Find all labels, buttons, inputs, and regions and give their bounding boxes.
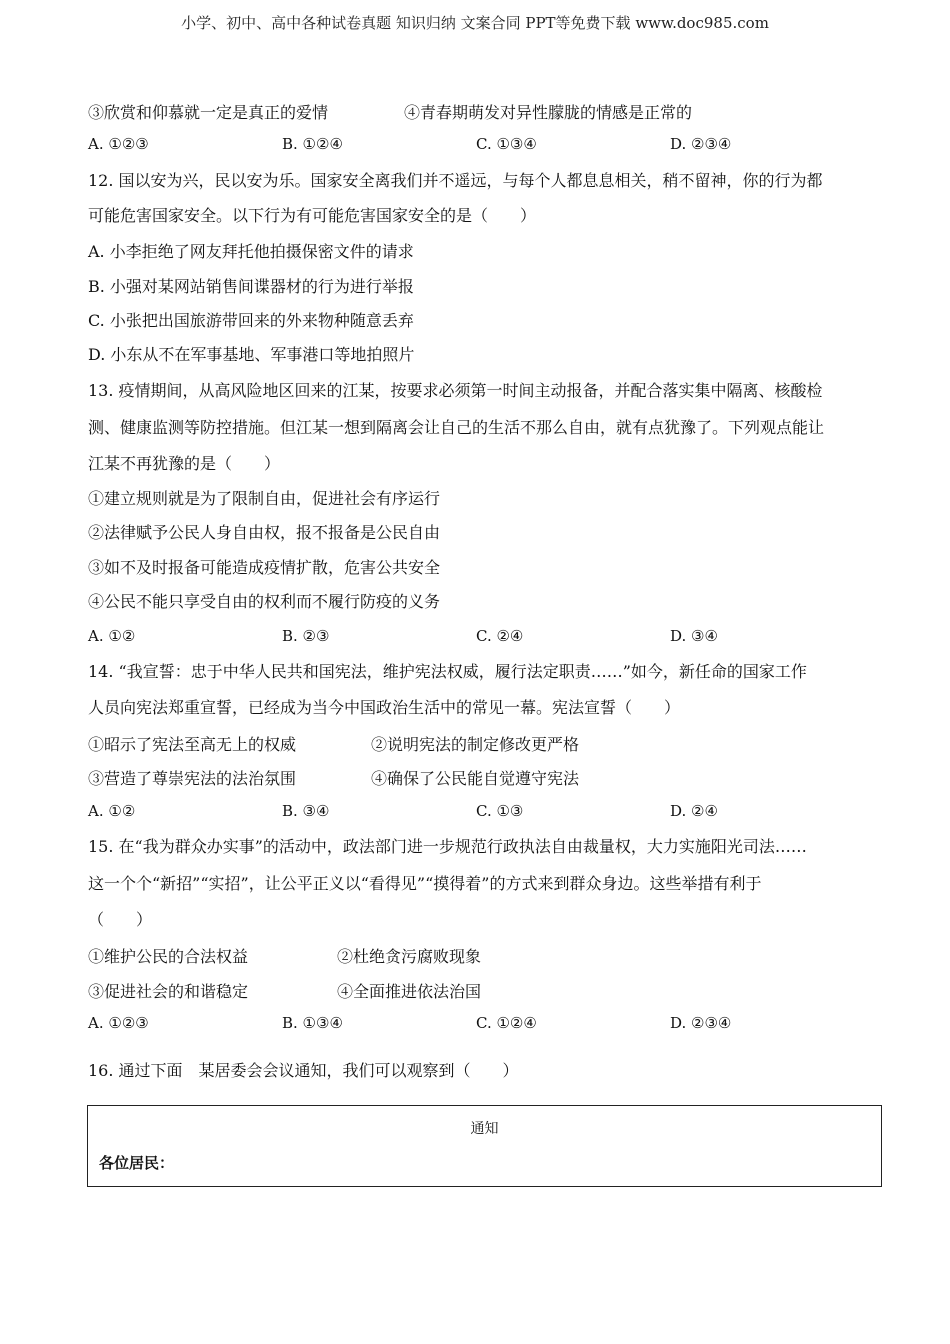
q16-stem-line-1: 16. 通过下面 某居委会会议通知，我们可以观察到（ ） bbox=[88, 1061, 519, 1080]
q11-option-d[interactable]: D. ②③④ bbox=[670, 135, 732, 153]
notice-title: 通知 bbox=[470, 1121, 499, 1137]
q11-items-row bbox=[88, 100, 868, 122]
q11-option-b[interactable]: B. ①②④ bbox=[282, 135, 343, 153]
q12-stem-line-1: 12. 国以安为兴，民以安为乐。国家安全离我们并不遥远，与每个人都息息相关，稍不留神，你的行为都 bbox=[88, 171, 823, 190]
q15-options bbox=[88, 1014, 868, 1036]
q14-option-a[interactable]: A. ①② bbox=[88, 802, 136, 820]
q15-item-3: ③促进社会的和谐稳定 bbox=[88, 982, 249, 1001]
q11-options bbox=[88, 135, 868, 157]
q12-choice-a[interactable]: A. 小李拒绝了网友拜托他拍摄保密文件的请求 bbox=[88, 242, 414, 261]
q14-option-d[interactable]: D. ②④ bbox=[670, 802, 718, 820]
q13-item-3: ③如不及时报备可能造成疫情扩散，危害公共安全 bbox=[88, 558, 441, 577]
q15-option-a[interactable]: A. ①②③ bbox=[88, 1014, 149, 1032]
q11-option-a[interactable]: A. ①②③ bbox=[88, 135, 149, 153]
q12-choice-c[interactable]: C. 小张把出国旅游带回来的外来物种随意丢弃 bbox=[88, 311, 414, 330]
q14-item-4: ④确保了公民能自觉遵守宪法 bbox=[371, 769, 580, 788]
q11-item-4: ④青春期萌发对异性朦胧的情感是正常的 bbox=[404, 103, 693, 122]
q13-item-1: ①建立规则就是为了限制自由，促进社会有序运行 bbox=[88, 489, 441, 508]
q15-option-c[interactable]: C. ①②④ bbox=[476, 1014, 537, 1032]
q12-stem-line-2: 可能危害国家安全。以下行为有可能危害国家安全的是（ ） bbox=[88, 206, 537, 225]
q13-option-b[interactable]: B. ②③ bbox=[282, 627, 330, 645]
q14-option-c[interactable]: C. ①③ bbox=[476, 802, 524, 820]
q15-stem-line-3: （ ） bbox=[88, 910, 153, 929]
q14-item-2: ②说明宪法的制定修改更严格 bbox=[371, 735, 580, 754]
q13-item-2: ②法律赋予公民人身自由权，报不报备是公民自由 bbox=[88, 523, 441, 542]
q12-choice-d[interactable]: D. 小东从不在军事基地、军事港口等地拍照片 bbox=[88, 345, 415, 364]
q15-item-1: ①维护公民的合法权益 bbox=[88, 947, 249, 966]
q11-item-3: ③欣赏和仰慕就一定是真正的爱情 bbox=[88, 103, 329, 122]
q13-option-d[interactable]: D. ③④ bbox=[670, 627, 718, 645]
q14-item-1: ①昭示了宪法至高无上的权威 bbox=[88, 735, 297, 754]
q14-stem-line-1: 14. “我宣誓：忠于中华人民共和国宪法，维护宪法权威，履行法定职责……”如今，新任命的国家工作 bbox=[88, 662, 807, 681]
q15-option-b[interactable]: B. ①③④ bbox=[282, 1014, 343, 1032]
notice-box bbox=[87, 1105, 882, 1187]
q15-stem-line-2: 这一个个“新招”“实招”，让公平正义以“看得见”“摸得着”的方式来到群众身边。这些举措有利于 bbox=[88, 874, 762, 893]
q14-items-row-2 bbox=[88, 766, 868, 788]
q13-options bbox=[88, 627, 868, 649]
q15-items-row-1 bbox=[88, 944, 868, 966]
q15-item-4: ④全面推进依法治国 bbox=[337, 982, 482, 1001]
q14-items-row-1 bbox=[88, 732, 868, 754]
q12-choice-b[interactable]: B. 小强对某网站销售间谍器材的行为进行举报 bbox=[88, 277, 414, 296]
q11-option-c[interactable]: C. ①③④ bbox=[476, 135, 537, 153]
q13-option-c[interactable]: C. ②④ bbox=[476, 627, 524, 645]
q14-options bbox=[88, 802, 868, 824]
q13-item-4: ④公民不能只享受自由的权利而不履行防疫的义务 bbox=[88, 592, 441, 611]
q13-option-a[interactable]: A. ①② bbox=[88, 627, 136, 645]
q15-stem-line-1: 15. 在“我为群众办实事”的活动中，政法部门进一步规范行政执法自由裁量权，大力实施阳光司法…… bbox=[88, 837, 807, 856]
q13-stem-line-2: 测、健康监测等防控措施。但江某一想到隔离会让自己的生活不那么自由，就有点犹豫了。下列观点能让 bbox=[88, 418, 825, 437]
q15-items-row-2 bbox=[88, 979, 868, 1001]
q14-item-3: ③营造了尊崇宪法的法治氛围 bbox=[88, 769, 297, 788]
q15-item-2: ②杜绝贪污腐败现象 bbox=[337, 947, 482, 966]
notice-greeting: 各位居民： bbox=[99, 1154, 175, 1172]
q15-option-d[interactable]: D. ②③④ bbox=[670, 1014, 732, 1032]
q13-stem-line-3: 江某不再犹豫的是（ ） bbox=[88, 454, 281, 473]
q14-option-b[interactable]: B. ③④ bbox=[282, 802, 330, 820]
q14-stem-line-2: 人员向宪法郑重宣誓，已经成为当今中国政治生活中的常见一幕。宪法宣誓（ ） bbox=[88, 698, 681, 717]
q13-stem-line-1: 13. 疫情期间，从高风险地区回来的江某，按要求必须第一时间主动报备，并配合落实集中隔离、核酸检 bbox=[88, 381, 823, 400]
site-header-banner: 小学、初中、高中各种试卷真题 知识归纳 文案合同 PPT等免费下载 www.doc985.com bbox=[181, 14, 769, 32]
